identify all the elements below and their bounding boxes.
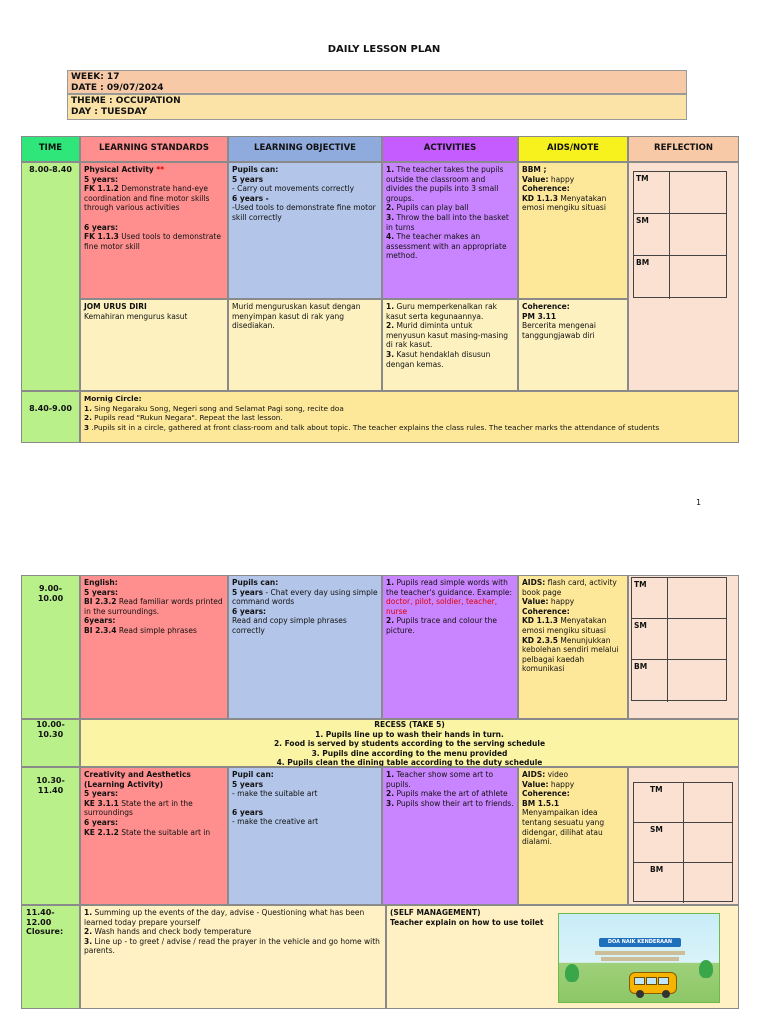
step-number: 2. xyxy=(84,927,93,937)
reflection-row xyxy=(634,172,726,214)
reflection-label: TM xyxy=(634,172,670,213)
step-text: Sing Negaraku Song, Negeri song and Selamat Pagi song, recite doa xyxy=(91,403,344,413)
tree-icon xyxy=(565,964,579,982)
activity-number: 1. xyxy=(386,302,395,311)
objective-line: Pupils can: xyxy=(232,165,279,174)
activity-text: The teacher takes the pupils outside the classroom and divides the pupils into 3 small groups. xyxy=(386,165,504,203)
standard-text: Used tools to demonstrate fine motor skill xyxy=(84,232,221,251)
activity-text: Pupils trace and colour the picture. xyxy=(386,616,497,635)
info-theme-day xyxy=(67,94,687,120)
aids-line: Coherence: xyxy=(522,789,570,799)
reflection-label: BM xyxy=(632,660,668,702)
recess-step: 4. Pupils clean the dining table according to the duty schedule xyxy=(276,758,543,767)
standard-text: Read familiar words printed in the surroundings. xyxy=(84,597,223,616)
aids-line: BBM ; xyxy=(522,165,547,174)
aids-line: Coherence: xyxy=(522,606,570,616)
time-cell: 11.40- 12.00 Closure: xyxy=(21,905,80,1009)
step-text: Pupils read "Rukun Negara". Repeat the last lesson. xyxy=(91,413,283,423)
aids-self-care xyxy=(518,299,628,391)
standard-text: Demonstrate hand-eye coordination and fine motor skills through various activities xyxy=(84,184,210,213)
aids-line: Coherence: xyxy=(522,184,570,194)
objective-line: 5 years xyxy=(232,174,264,184)
aids-text: Menunjukkan kebolehan sendiri melalui pelbagai kaedah komunikasi xyxy=(522,635,619,674)
aids-english xyxy=(518,575,628,719)
step-text: Wash hands and check body temperature xyxy=(92,927,252,937)
standards-heading: English: xyxy=(84,578,118,587)
time-cell: 8.40-9.00 xyxy=(21,391,80,443)
aids-label: Value: xyxy=(522,779,549,789)
activity-text: Pupils read simple words with the teacher's guidance. Example: xyxy=(386,578,513,597)
objective-creativity xyxy=(228,767,382,905)
aids-line: Bercerita mengenai tanggungjawab diri xyxy=(522,321,596,340)
reflection-grid xyxy=(633,782,733,902)
standard-code: BI 2.3.2 xyxy=(84,597,117,607)
step-number: 1. xyxy=(84,403,92,413)
activity-number: 2. xyxy=(386,321,395,331)
step-text: Line up - to greet / advise / read the prayer in the vehicle and go home with parents. xyxy=(84,936,380,956)
reflection-label: BM xyxy=(634,256,670,299)
activity-number: 3. xyxy=(386,798,395,808)
example-words: doctor, pilot, soldier, teacher, nurse xyxy=(386,597,498,616)
reflection-label: SM xyxy=(632,619,668,659)
objective-line: - make the creative art xyxy=(232,817,319,827)
age-label: 6 years: xyxy=(84,817,119,827)
aids-label: AIDS: xyxy=(522,578,546,587)
objective-line: 6 years - xyxy=(232,193,269,203)
prayer-poster-image xyxy=(558,913,720,1003)
tree-icon xyxy=(699,960,713,978)
reflection-label: SM xyxy=(634,823,684,862)
aids-creativity xyxy=(518,767,628,905)
aids-label: AIDS: xyxy=(522,770,546,779)
week-label: WEEK: 17 xyxy=(71,72,120,82)
stars-mark: ** xyxy=(156,165,165,174)
aids-label: Value: xyxy=(522,174,549,184)
objective-line: Murid menguruskan kasut dengan menyimpan kasut di rak yang disediakan. xyxy=(232,302,361,331)
activity-number: 1. xyxy=(386,165,395,174)
step-number: 1. xyxy=(84,908,93,917)
activity-number: 2. xyxy=(386,203,395,213)
standards-english xyxy=(80,575,228,719)
aids-line: Coherence: xyxy=(522,302,570,311)
reflection-row xyxy=(632,660,726,702)
objective-text: - Chat every day using simple command words xyxy=(232,587,378,607)
standard-text: State the suitable art in xyxy=(118,827,211,837)
activities-physical xyxy=(382,162,518,299)
aids-text: Menyatakan emosi mengiku situasi xyxy=(522,193,607,213)
objective-line: - make the suitable art xyxy=(232,789,318,799)
self-management-heading: (SELF MANAGEMENT) xyxy=(390,908,481,917)
header-aids-note: AIDS/NOTE xyxy=(518,136,628,162)
standards-heading: Physical Activity xyxy=(84,165,154,174)
age-label: 5 years: xyxy=(84,789,119,799)
step-number: 2. xyxy=(84,413,92,423)
aids-line: BM 1.5.1 xyxy=(522,798,560,808)
step-number: 3 xyxy=(84,422,90,432)
reflection-row xyxy=(632,578,726,619)
aids-label: KD 2.3.5 xyxy=(522,635,559,645)
aids-text: flash card, activity book page xyxy=(522,578,617,597)
aids-text: happy xyxy=(548,597,575,607)
recess-block xyxy=(80,719,739,767)
standard-code: KE 3.1.1 xyxy=(84,798,119,808)
activity-number: 4. xyxy=(386,232,395,242)
bus-window xyxy=(658,977,669,985)
step-text: .Pupils sit in a circle, gathered at front class-room and talk about topic. The teacher explains the class rules. The teacher marks the attendance of students xyxy=(89,422,660,432)
objective-english xyxy=(228,575,382,719)
bus-window xyxy=(634,977,645,985)
info-week-date xyxy=(67,70,687,94)
standards-heading: Creativity and Aesthetics (Learning Activity) xyxy=(84,770,191,789)
activities-creativity xyxy=(382,767,518,905)
reflection-cell xyxy=(628,575,739,719)
objective-line: Read and copy simple phrases correctly xyxy=(232,616,347,635)
recess-step: 1. Pupils line up to wash their hands in turn. xyxy=(315,729,504,739)
page-title: DAILY LESSON PLAN xyxy=(327,44,441,55)
aids-physical xyxy=(518,162,628,299)
day-label: DAY : TUESDAY xyxy=(71,107,148,117)
activity-number: 3. xyxy=(386,212,395,222)
standard-code: FK 1.1.2 xyxy=(84,184,119,194)
aids-label: KD 1.1.3 xyxy=(522,616,559,626)
reflection-row xyxy=(634,214,726,256)
reflection-label: TM xyxy=(634,783,684,822)
activity-number: 2. xyxy=(386,789,395,799)
recess-step: 2. Food is served by students according to the serving schedule xyxy=(273,739,546,749)
aids-line: PM 3.11 xyxy=(522,311,557,321)
standards-physical xyxy=(80,162,228,299)
activity-number: 3. xyxy=(386,349,395,359)
recess-heading: RECESS (TAKE 5) xyxy=(374,720,445,729)
activity-text: Pupils make the art of athlete xyxy=(394,789,508,799)
closure-steps xyxy=(80,905,386,1009)
objective-self-care xyxy=(228,299,382,391)
objective-line: Pupil can: xyxy=(232,770,274,779)
standard-text: Kemahiran mengurus kasut xyxy=(84,311,188,321)
objective-line: -Used tools to demonstrate fine motor skill correctly xyxy=(232,203,376,222)
time-cell: 10.30- 11.40 xyxy=(21,767,80,905)
aids-text: happy xyxy=(548,779,575,789)
reflection-label: TM xyxy=(632,578,668,618)
objective-line: Pupils can: xyxy=(232,578,279,587)
header-activities: ACTIVITIES xyxy=(382,136,518,162)
activity-text: Kasut hendaklah disusun dengan kemas. xyxy=(386,349,491,369)
aids-line: Menyampaikan idea tentang sesuatu yang didengar, dilihat atau dialami. xyxy=(522,808,605,847)
standards-creativity xyxy=(80,767,228,905)
self-management-text: Teacher explain on how to use toilet xyxy=(390,917,544,927)
activity-number: 1. xyxy=(386,578,395,587)
step-number: 3. xyxy=(84,936,93,946)
page-number: 1 xyxy=(696,498,702,507)
activities-self-care xyxy=(382,299,518,391)
activity-text: Teacher show some art to pupils. xyxy=(386,770,494,789)
bus-window xyxy=(646,977,657,985)
reflection-cell xyxy=(628,162,739,391)
wheel-icon xyxy=(636,990,644,998)
recess-step: 3. Pupils dine according to the menu provided xyxy=(311,748,508,758)
header-learning-objective: LEARNING OBJECTIVE xyxy=(228,136,382,162)
reflection-cell xyxy=(628,767,739,905)
activities-english xyxy=(382,575,518,719)
wheel-icon xyxy=(662,990,670,998)
activity-text: The teacher makes an assessment with an appropriate method. xyxy=(386,232,507,261)
reflection-row xyxy=(634,256,726,299)
date-label: DATE : 09/07/2024 xyxy=(71,83,164,93)
time-cell: 9.00- 10.00 xyxy=(21,575,80,719)
objective-age: 5 years xyxy=(232,587,264,597)
reflection-grid xyxy=(633,171,727,298)
objective-physical xyxy=(228,162,382,299)
aids-label: KD 1.1.3 xyxy=(522,193,559,203)
activity-number: 1. xyxy=(386,770,395,779)
step-text: Summing up the events of the day, advise - Questioning what has been learned today prepare yourself xyxy=(84,908,365,927)
standards-self-care xyxy=(80,299,228,391)
time-cell: 10.00- 10.30 xyxy=(21,719,80,767)
age-label: 6years: xyxy=(84,616,116,626)
objective-line: 5 years xyxy=(232,779,264,789)
activity-text: Pupils show their art to friends. xyxy=(394,798,514,808)
objective-line: - Carry out movements correctly xyxy=(232,184,355,194)
standard-code: KE 2.1.2 xyxy=(84,827,119,837)
morning-circle xyxy=(80,391,739,443)
standards-heading: JOM URUS DIRI xyxy=(84,302,147,311)
activity-text: Murid diminta untuk menyusun kasut masing-masing di rak kasut. xyxy=(386,321,508,350)
bus-icon xyxy=(629,972,677,994)
reflection-row xyxy=(632,619,726,660)
reflection-row xyxy=(634,823,732,863)
objective-line: 6 years xyxy=(232,807,264,817)
reflection-label: SM xyxy=(634,214,670,255)
aids-text: happy xyxy=(548,174,575,184)
activity-text: Pupils can play ball xyxy=(394,203,469,213)
standard-code: FK 1.1.3 xyxy=(84,232,119,242)
age-label: 5 years: xyxy=(84,587,119,597)
standard-text: State the art in the surroundings xyxy=(84,798,193,818)
aids-text: video xyxy=(545,770,569,779)
objective-line: 6 years: xyxy=(232,606,267,616)
standard-text: Read simple phrases xyxy=(116,625,197,635)
aids-label: Value: xyxy=(522,597,549,607)
header-reflection: REFLECTION xyxy=(628,136,739,162)
reflection-grid xyxy=(631,577,727,701)
reflection-row xyxy=(634,863,732,903)
age-label: 6 years: xyxy=(84,222,119,232)
activity-text: Guru memperkenalkan rak kasut serta kegunaannya. xyxy=(386,302,498,321)
header-learning-standards: LEARNING STANDARDS xyxy=(80,136,228,162)
reflection-row xyxy=(634,783,732,823)
theme-label: THEME : OCCUPATION xyxy=(71,96,181,106)
poster-text-decoration xyxy=(589,949,691,963)
poster-title: DOA NAIK KENDERAAN xyxy=(599,938,681,947)
activity-text: Throw the ball into the basket in turns xyxy=(386,212,509,232)
aids-text: Menyatakan emosi mengiku situasi xyxy=(522,616,607,635)
activity-number: 2. xyxy=(386,616,395,626)
reflection-label: BM xyxy=(634,863,684,903)
morning-heading: Mornig Circle: xyxy=(84,394,142,403)
header-time: TIME xyxy=(21,136,80,162)
time-cell: 8.00-8.40 xyxy=(21,162,80,391)
standard-code: BI 2.3.4 xyxy=(84,625,117,635)
age-label: 5 years: xyxy=(84,174,119,184)
